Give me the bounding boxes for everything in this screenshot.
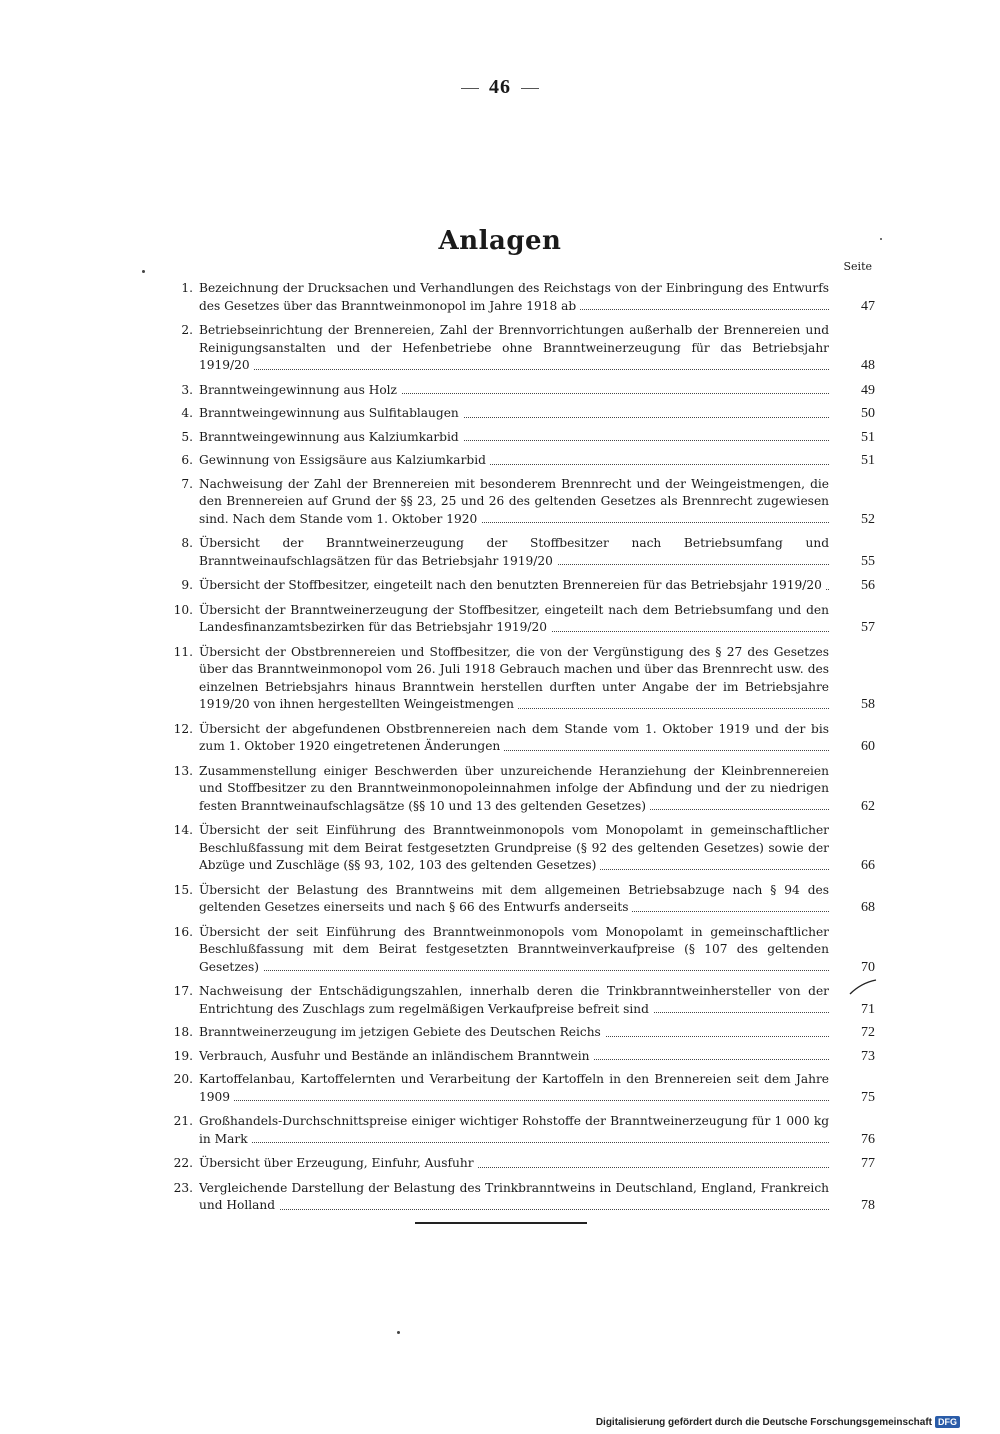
toc-entry-text-wrap [199, 602, 829, 637]
toc-entry-page: 66 [861, 858, 875, 873]
toc-entry-text: Gewinnung von Essigsäure aus Kalziumkarbid [199, 453, 490, 467]
toc-entry [165, 382, 875, 400]
toc-entry [165, 535, 875, 570]
toc-entry-page: 57 [861, 620, 875, 635]
toc-entry-text-wrap [199, 1155, 829, 1173]
toc-entry-number: 2. [181, 323, 193, 337]
toc-entry-text-wrap [199, 476, 829, 529]
toc-entry-text-wrap [199, 1048, 829, 1066]
toc-entry [165, 1155, 875, 1173]
toc-entry-page: 77 [861, 1156, 875, 1171]
toc-entry-number: 12. [173, 721, 193, 736]
toc-entry-text-wrap [199, 1071, 829, 1106]
toc-entry-text-wrap [199, 721, 829, 756]
footer-credit [596, 1416, 960, 1428]
toc-entry-text-wrap [199, 1024, 829, 1042]
toc-entry-text: Übersicht der abgefundenen Obstbrennereien nach dem Stande vom 1. Oktober 1919 und der bis zum 1. Oktober 1920 eingetretenen Änderungen [199, 721, 829, 753]
toc-entry-number: 8. [181, 536, 193, 550]
toc-entry-text-wrap [199, 429, 829, 447]
toc-entry-text-wrap [199, 1180, 829, 1215]
toc-entry-text: Übersicht der Stoffbesitzer, eingeteilt nach den benutzten Brennereien für das Betriebsjahr 1919/20 [199, 578, 826, 592]
toc-entry-text: Übersicht der seit Einführung des Branntweinmonopols vom Monopolamt in gemeinschaftlicher Beschlußfassung mit dem Beirat festgesetzten Branntweinverkaufpreise (§ 107 des geltenden Gesetzes) [199, 924, 829, 974]
toc-entry-number: 3. [181, 382, 193, 397]
toc-entry-page: 58 [861, 697, 875, 712]
toc-entry-page: 52 [861, 511, 875, 527]
toc-entry-text-wrap [199, 452, 829, 470]
toc-entry [165, 882, 875, 917]
toc-entry-number: 21. [173, 1114, 193, 1128]
divider [461, 88, 479, 89]
toc-entry [165, 1180, 875, 1215]
toc-entry [165, 577, 875, 595]
toc-entry-text-wrap [199, 280, 829, 315]
toc-entry-number: 16. [173, 924, 193, 939]
toc-entry-page: 76 [861, 1131, 875, 1147]
toc-entry-text: Branntweingewinnung aus Kalziumkarbid [199, 430, 463, 444]
page-title: Anlagen [438, 226, 562, 256]
toc-entry-text: Übersicht der seit Einführung des Branntweinmonopols vom Monopolamt in gemeinschaftlicher Beschlußfassung mit dem Beirat festgesetzten Grundpreise (§ 92 des geltenden Gesetzes) sowie der Abzüge und Zuschläge (§§ 93, 102, 103 des geltenden Gesetzes) [199, 823, 829, 872]
toc-entry-text: Zusammenstellung einiger Beschwerden über unzureichende Heranziehung der Kleinbrennereien und Stoffbesitzer zu den Branntweinmonopoleinnahmen infolge der Abfindung und der zu niedrigen festen Branntweinaufschlagsätze (§§ 10 und 13 des geltenden Gesetzes) [199, 763, 829, 813]
toc-entry [165, 763, 875, 816]
toc-entry-number: 19. [173, 1048, 193, 1063]
toc-entry-page: 49 [861, 382, 875, 398]
speck [397, 1331, 400, 1334]
toc-entry [165, 405, 875, 423]
toc-entry-text-wrap [199, 535, 829, 570]
toc-entry [165, 721, 875, 756]
toc-entry-text-wrap [199, 983, 829, 1018]
toc-entry-text-wrap [199, 322, 829, 375]
toc-entry-number: 15. [173, 882, 193, 897]
toc-entry-text: Branntweingewinnung aus Holz [199, 383, 401, 397]
toc-entry-text: Betriebseinrichtung der Brennereien, Zahl der Brennvorrichtungen außerhalb der Brennereien und Reinigungsanstalten und der Hefenbetriebe ohne Branntweinerzeugung für das Betriebsjahr 1919/20 [199, 323, 829, 372]
toc-entry [165, 924, 875, 977]
divider [521, 88, 539, 89]
toc-entry-text: Branntweingewinnung aus Sulfitablaugen [199, 406, 463, 420]
speck [142, 270, 145, 273]
toc-entry-text-wrap [199, 382, 829, 400]
toc-entry-text: Bezeichnung der Drucksachen und Verhandlungen des Reichstags von der Einbringung des Entwurfs des Gesetzes über das Branntweinmonopol im Jahre 1918 ab [199, 281, 829, 313]
toc-entry-page: 70 [861, 959, 875, 975]
dfg-logo: DFG [935, 1416, 960, 1428]
toc-entry-number: 10. [173, 602, 193, 617]
toc-entry-page: 50 [861, 406, 875, 421]
toc-entry-text: Nachweisung der Entschädigungszahlen, innerhalb deren die Trinkbranntweinhersteller von der Entrichtung des Zuschlags zum regelmäßigen Verkaufpreise befreit sind [199, 984, 829, 1016]
toc-entry-page: 51 [861, 453, 875, 468]
toc-entry-text-wrap [199, 882, 829, 917]
speck [880, 238, 882, 240]
toc-entry-text: Übersicht der Branntweinerzeugung der Stoffbesitzer nach Betriebsumfang und Branntweinaufschlagsätzen für das Betriebsjahr 1919/20 [199, 536, 829, 568]
toc-entry-text: Übersicht der Branntweinerzeugung der Stoffbesitzer, eingeteilt nach dem Betriebsumfang und den Landesfinanzamtsbezirken für das Betriebsjahr 1919/20 [199, 602, 829, 634]
footer-text: Digitalisierung gefördert durch die Deutsche Forschungsgemeinschaft [595, 1416, 932, 1428]
toc-entry-text: Großhandels-Durchschnittspreise einiger wichtiger Rohstoffe der Branntweinerzeugung für 1 000 kg in Mark [199, 1114, 829, 1146]
toc-entry-text-wrap [199, 577, 829, 595]
toc-entry-text: Nachweisung der Zahl der Brennereien mit besonderem Brennrecht und der Weingeistmengen, die den Brennereien auf Grund der §§ 23, 25 und 26 des geltenden Gesetzes als Brennrecht zugewiesen sind. Nach dem Stande vom 1. Oktober 1920 [199, 476, 829, 526]
toc-entry-page: 75 [861, 1089, 875, 1105]
toc-entry [165, 1071, 875, 1106]
toc-entry-page: 47 [861, 298, 875, 314]
toc-entry [165, 280, 875, 315]
toc-entry-number: 6. [181, 453, 193, 467]
toc-entry-number: 22. [173, 1156, 193, 1170]
toc-entry-text: Vergleichende Darstellung der Belastung des Trinkbranntweins in Deutschland, England, Frankreich und Holland [199, 1180, 829, 1212]
toc-entry-number: 18. [173, 1025, 193, 1039]
toc-entry-page: 68 [861, 900, 875, 915]
toc-entry-text: Branntweinerzeugung im jetzigen Gebiete des Deutschen Reichs [199, 1025, 605, 1039]
column-header-seite: Seite [843, 260, 872, 273]
toc-entry-number: 11. [173, 644, 193, 659]
toc-entry [165, 644, 875, 714]
toc-entry [165, 1113, 875, 1148]
toc-entry-number: 17. [173, 984, 193, 998]
toc-entry [165, 983, 875, 1018]
closing-rule [415, 1222, 587, 1224]
toc-entry-text-wrap [199, 822, 829, 875]
toc-entry-number: 4. [181, 406, 193, 420]
toc-entry-page: 71 [861, 1001, 875, 1017]
toc-entry-number: 7. [181, 476, 193, 491]
toc-entry-page: 51 [861, 429, 875, 445]
page-number-value: 46 [489, 76, 511, 98]
toc-entry-number: 13. [173, 763, 193, 778]
page-number [0, 76, 1000, 99]
toc-entry-text-wrap [199, 924, 829, 977]
toc-entry [165, 429, 875, 447]
toc-entry-number: 5. [181, 429, 193, 444]
toc-entry-page: 72 [861, 1025, 875, 1040]
toc-entry-number: 23. [173, 1180, 193, 1195]
toc-entry-page: 48 [861, 358, 875, 373]
toc-entry-text-wrap [199, 405, 829, 423]
toc-entry-text-wrap [199, 644, 829, 714]
toc-entry [165, 1024, 875, 1042]
toc-entry-text: Verbrauch, Ausfuhr und Bestände an inländischem Branntwein [199, 1049, 593, 1063]
toc-entry-text-wrap [199, 763, 829, 816]
toc-entry [165, 1048, 875, 1066]
toc-entry-number: 9. [181, 578, 193, 592]
toc-entry-text: Übersicht der Obstbrennereien und Stoffbesitzer, die von der Vergünstigung des § 27 des Gesetzes über das Branntweinmonopol vom 26. Juli 1918 Gebrauch machen und über das Brennrecht usw. des einzelnen Betriebsjahrs hinaus Branntwein herstellen durften unter Angabe der im Betriebsjahre 1919/20 von ihnen hergestellten Weingeistmengen [199, 644, 829, 711]
toc-entry [165, 822, 875, 875]
toc-entry-number: 1. [181, 281, 193, 295]
toc-entry-page: 62 [861, 798, 875, 814]
toc-entry-page: 78 [861, 1198, 875, 1213]
toc-entry [165, 322, 875, 375]
toc-entry-page: 56 [861, 578, 875, 593]
toc-entry-page: 60 [861, 739, 875, 754]
toc-entry-text: Kartoffelanbau, Kartoffelernten und Verarbeitung der Kartoffeln in den Brennereien seit dem Jahre 1909 [199, 1072, 829, 1104]
toc-entry-text: Übersicht der Belastung des Branntweins mit dem allgemeinen Betriebsabzuge nach § 94 des geltenden Gesetzes einerseits und nach § 66 des Entwurfs anderseits [199, 882, 829, 914]
table-of-contents [165, 280, 875, 1215]
toc-entry [165, 476, 875, 529]
pencil-mark-icon [848, 976, 878, 998]
toc-entry-page: 55 [861, 553, 875, 569]
toc-entry-number: 14. [173, 823, 193, 837]
toc-entry-number: 20. [173, 1072, 193, 1086]
toc-entry-text-wrap [199, 1113, 829, 1148]
toc-entry-page: 73 [861, 1048, 875, 1064]
toc-entry-text: Übersicht über Erzeugung, Einfuhr, Ausfuhr [199, 1156, 478, 1170]
toc-entry [165, 452, 875, 470]
toc-entry [165, 602, 875, 637]
